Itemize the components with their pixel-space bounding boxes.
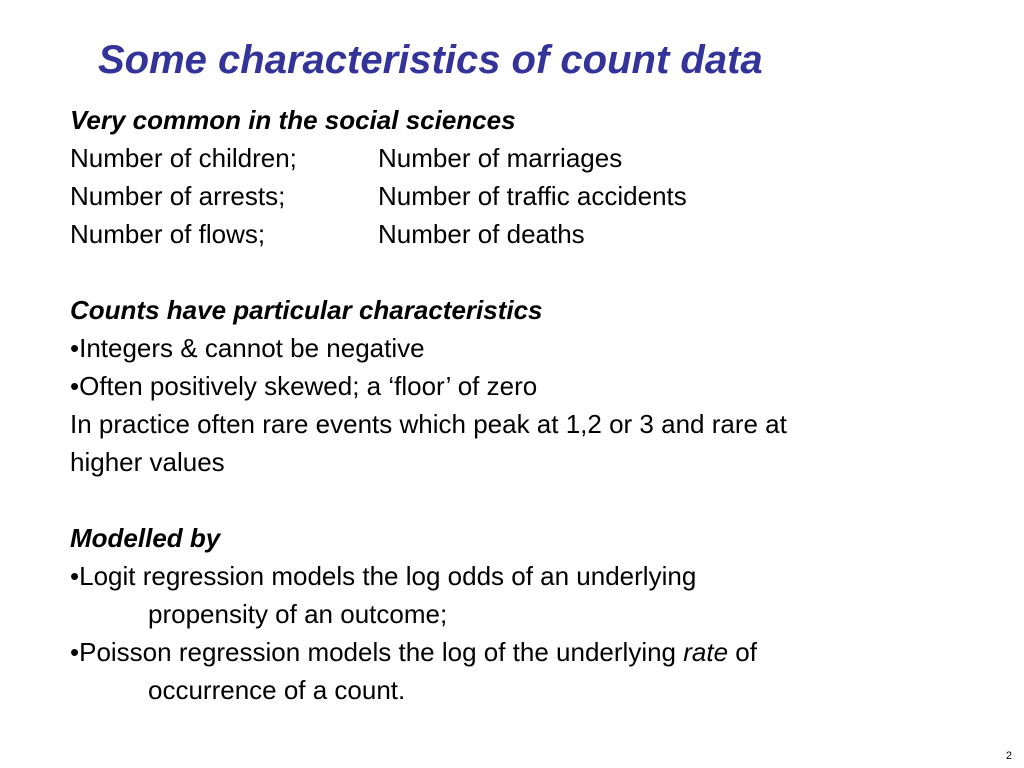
examples-row xyxy=(70,177,990,215)
page-number: 2 xyxy=(1005,750,1012,762)
example-left: Number of arrests; xyxy=(70,181,286,211)
example-right: Number of traffic accidents xyxy=(378,181,687,211)
bullet-item-logit: •Logit regression models the log odds of an underlying xyxy=(70,561,697,591)
example-left: Number of children; xyxy=(70,143,297,173)
spacer xyxy=(70,481,990,519)
example-right: Number of marriages xyxy=(378,143,623,173)
paragraph-line: In practice often rare events which peak at 1,2 or 3 and rare at xyxy=(70,409,787,439)
bullet-continuation: propensity of an outcome; xyxy=(148,599,448,629)
examples-row xyxy=(70,215,990,253)
slide-title: Some characteristics of count data xyxy=(98,38,763,82)
slide-body xyxy=(70,101,990,709)
example-right: Number of deaths xyxy=(378,219,585,249)
examples-row xyxy=(70,139,990,177)
poisson-text: •Poisson regression models the log of the underlying xyxy=(70,637,684,667)
rate-emphasis: rate xyxy=(683,637,729,667)
spacer xyxy=(70,253,990,291)
bullet-continuation: occurrence of a count. xyxy=(148,675,406,705)
bullet-item: •Integers & cannot be negative xyxy=(70,333,425,363)
section-heading-social-sciences: Very common in the social sciences xyxy=(70,105,516,135)
paragraph-line: higher values xyxy=(70,447,225,477)
bullet-item: •Often positively skewed; a ‘floor’ of zero xyxy=(70,371,538,401)
section-heading-modelled-by: Modelled by xyxy=(70,523,221,553)
poisson-text-end: of xyxy=(728,637,757,667)
example-left: Number of flows; xyxy=(70,219,266,249)
bullet-item-poisson xyxy=(70,633,990,671)
section-heading-characteristics: Counts have particular characteristics xyxy=(70,295,543,325)
